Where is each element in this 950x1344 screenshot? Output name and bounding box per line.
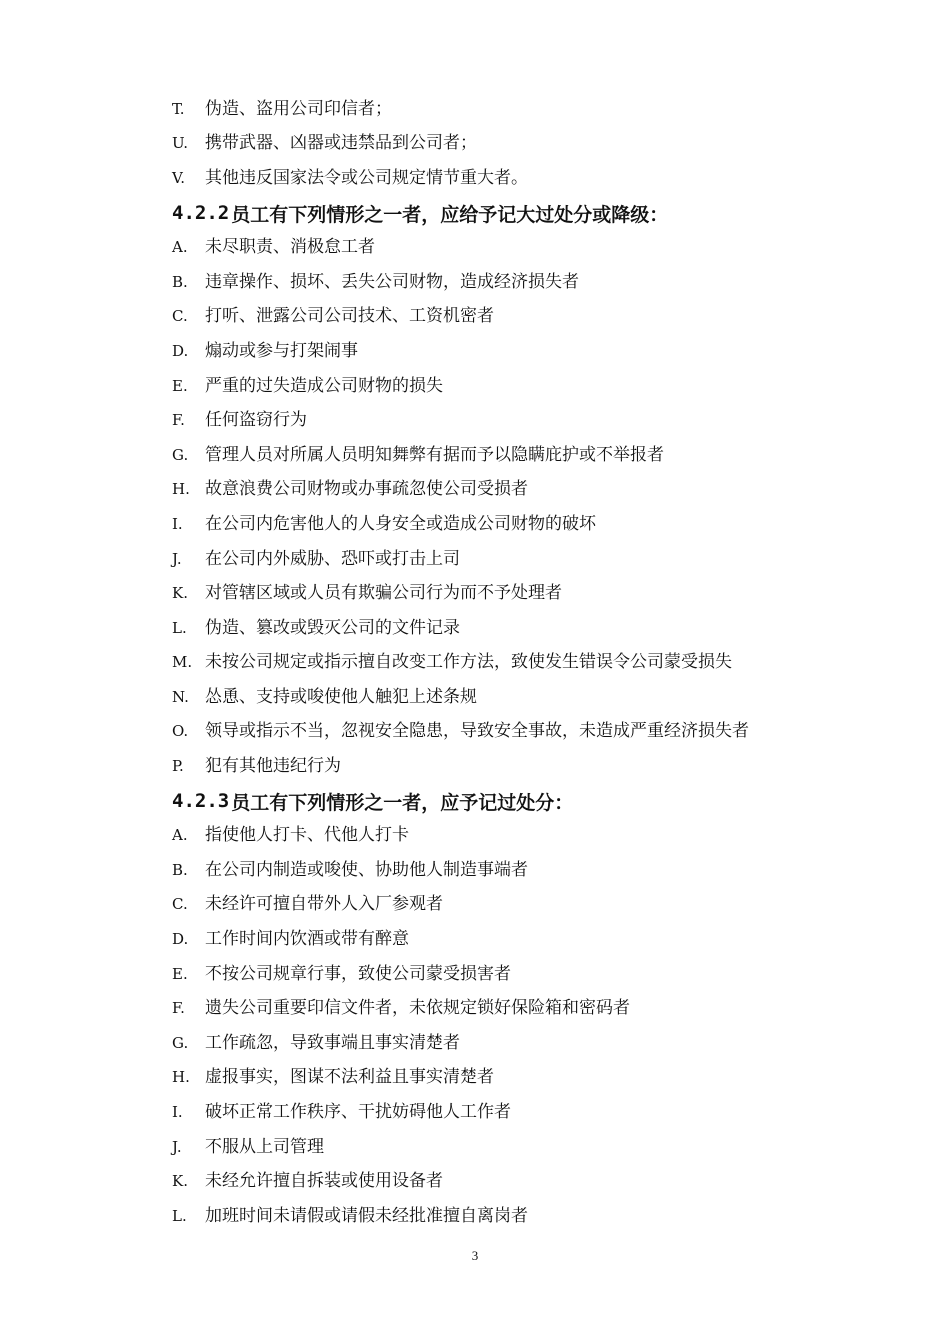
section-4-2-2-list <box>172 230 872 784</box>
item-text: 工作疏忽，导致事端且事实清楚者 <box>205 1032 460 1053</box>
item-letter: I. <box>172 514 183 533</box>
list-item <box>172 1130 872 1165</box>
item-letter: L. <box>172 1206 187 1225</box>
list-item <box>172 749 872 784</box>
list-item <box>172 957 872 992</box>
item-text: 指使他人打卡、代他人打卡 <box>205 825 409 846</box>
item-text: 伪造、篡改或毁灭公司的文件记录 <box>205 617 460 638</box>
item-text: 违章操作、损坏、丢失公司财物，造成经济损失者 <box>205 271 579 292</box>
document-content <box>172 92 872 1234</box>
list-item <box>172 853 872 888</box>
item-letter: K. <box>172 584 188 603</box>
item-letter: B. <box>172 272 188 291</box>
list-item <box>172 473 872 508</box>
item-letter: B. <box>172 860 188 879</box>
item-letter: A. <box>172 826 188 845</box>
section-heading-4-2-2 <box>172 196 872 231</box>
item-text: 在公司内制造或唆使、协助他人制造事端者 <box>205 859 528 880</box>
section-number: 4.2.3 <box>172 790 230 813</box>
item-text: 遗失公司重要印信文件者，未依规定锁好保险箱和密码者 <box>205 998 630 1019</box>
item-letter: F. <box>172 999 185 1018</box>
item-text: 未经许可擅自带外人入厂参观者 <box>205 894 443 915</box>
list-item <box>172 680 872 715</box>
list-item <box>172 1095 872 1130</box>
item-letter: J. <box>172 549 182 568</box>
list-item <box>172 438 872 473</box>
section-number: 4.2.2 <box>172 202 230 225</box>
item-letter: C. <box>172 895 188 914</box>
item-letter: K. <box>172 1172 188 1191</box>
item-text: 未经允许擅自拆装或使用设备者 <box>205 1171 443 1192</box>
section-previous-list <box>172 92 872 196</box>
list-item <box>172 92 872 127</box>
item-text: 对管辖区域或人员有欺骗公司行为而不予处理者 <box>205 583 562 604</box>
item-letter: G. <box>172 1033 189 1052</box>
item-letter: E. <box>172 376 188 395</box>
item-letter: F. <box>172 411 185 430</box>
item-letter: O. <box>172 722 189 741</box>
item-letter: N. <box>172 687 189 706</box>
list-item <box>172 818 872 853</box>
item-text: 未按公司规定或指示擅自改变工作方法，致使发生错误令公司蒙受损失 <box>205 652 732 673</box>
item-letter: H. <box>172 480 190 499</box>
item-text: 管理人员对所属人员明知舞弊有据而予以隐瞒庇护或不举报者 <box>205 444 664 465</box>
item-text: 故意浪费公司财物或办事疏忽使公司受损者 <box>205 479 528 500</box>
list-item <box>172 1164 872 1199</box>
item-text: 虚报事实，图谋不法利益且事实清楚者 <box>205 1067 494 1088</box>
item-letter: J. <box>172 1137 182 1156</box>
item-text: 携带武器、凶器或违禁品到公司者； <box>205 133 477 154</box>
item-text: 加班时间未请假或请假未经批准擅自离岗者 <box>205 1205 528 1226</box>
list-item <box>172 715 872 750</box>
item-letter: T. <box>172 99 185 118</box>
list-item <box>172 1199 872 1234</box>
list-item <box>172 403 872 438</box>
list-item <box>172 230 872 265</box>
item-text: 破坏正常工作秩序、干扰妨碍他人工作者 <box>205 1102 511 1123</box>
item-text: 犯有其他违纪行为 <box>205 756 341 777</box>
list-item <box>172 127 872 162</box>
item-text: 严重的过失造成公司财物的损失 <box>205 375 443 396</box>
list-item <box>172 542 872 577</box>
item-text: 煽动或参与打架闹事 <box>205 340 358 361</box>
item-text: 怂恿、支持或唆使他人触犯上述条规 <box>205 686 477 707</box>
item-text: 不服从上司管理 <box>205 1136 324 1157</box>
item-letter: E. <box>172 964 188 983</box>
list-item <box>172 161 872 196</box>
list-item <box>172 922 872 957</box>
list-item <box>172 991 872 1026</box>
list-item <box>172 1026 872 1061</box>
section-4-2-3-list <box>172 818 872 1233</box>
item-letter: D. <box>172 341 189 360</box>
item-letter: U. <box>172 134 189 153</box>
item-text: 工作时间内饮酒或带有醉意 <box>205 929 409 950</box>
list-item <box>172 888 872 923</box>
list-item <box>172 300 872 335</box>
list-item <box>172 646 872 681</box>
section-title: 员工有下列情形之一者，应给予记大过处分或降级： <box>231 203 669 226</box>
list-item <box>172 369 872 404</box>
item-letter: D. <box>172 930 189 949</box>
item-letter: A. <box>172 238 188 257</box>
item-text: 伪造、盗用公司印信者； <box>205 98 392 119</box>
item-text: 在公司内危害他人的人身安全或造成公司财物的破坏 <box>205 513 596 534</box>
item-letter: L. <box>172 618 187 637</box>
item-text: 打听、泄露公司公司技术、工资机密者 <box>205 306 494 327</box>
section-heading-4-2-3 <box>172 784 872 819</box>
list-item <box>172 611 872 646</box>
item-letter: C. <box>172 307 188 326</box>
item-text: 不按公司规章行事，致使公司蒙受损害者 <box>205 963 511 984</box>
item-letter: I. <box>172 1103 183 1122</box>
item-letter: V. <box>172 168 185 187</box>
page-number: 3 <box>471 1248 479 1263</box>
list-item <box>172 265 872 300</box>
item-text: 任何盗窃行为 <box>205 410 307 431</box>
list-item <box>172 507 872 542</box>
item-letter: M. <box>172 653 193 672</box>
item-text: 其他违反国家法令或公司规定情节重大者。 <box>205 167 528 188</box>
list-item <box>172 334 872 369</box>
item-text: 未尽职责、消极怠工者 <box>205 237 375 258</box>
item-text: 在公司内外威胁、恐吓或打击上司 <box>205 548 460 569</box>
item-letter: P. <box>172 757 184 776</box>
item-letter: G. <box>172 445 189 464</box>
list-item <box>172 576 872 611</box>
list-item <box>172 1061 872 1096</box>
section-title: 员工有下列情形之一者，应予记过处分： <box>231 791 574 814</box>
item-letter: H. <box>172 1068 190 1087</box>
item-text: 领导或指示不当，忽视安全隐患，导致安全事故，未造成严重经济损失者 <box>205 721 749 742</box>
